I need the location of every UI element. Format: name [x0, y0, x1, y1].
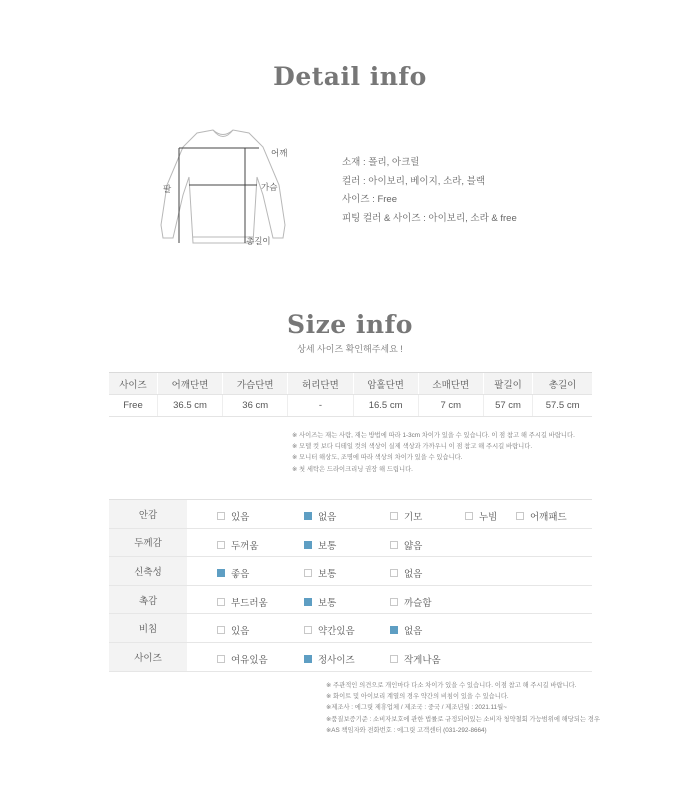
fit-row-stretch [109, 557, 592, 586]
shoulder-label: 어깨 [271, 148, 288, 158]
table-row [109, 395, 592, 417]
fit-option-label: 까슬함 [404, 597, 432, 609]
header-waist: 허리단면 [288, 373, 353, 395]
fit-option[interactable] [465, 509, 497, 523]
fit-option[interactable] [217, 652, 268, 666]
fit-option-label: 있음 [231, 512, 250, 523]
fit-option-label: 없음 [318, 512, 337, 523]
detail-info-title: Detail info [273, 62, 427, 91]
cell-size: Free [109, 395, 157, 417]
fit-row-size [109, 642, 592, 671]
checkbox-icon [516, 512, 524, 520]
fit-option[interactable] [217, 509, 249, 523]
spec-size: 사이즈 : Free [342, 194, 397, 205]
fit-row-sheerness [109, 614, 592, 643]
fit-note: ※제조사 : 에그릿 제휴업체 / 제조국 : 중국 / 제조년월 : 2021.11월~ [326, 704, 507, 712]
checkbox-icon [390, 569, 398, 577]
fit-option[interactable] [304, 509, 336, 523]
checkbox-icon [465, 512, 473, 520]
size-note: ※ 모니터 해상도, 조명에 따라 색상의 차이가 있을 수 있습니다. [292, 454, 463, 462]
header-sleeve-width: 소매단면 [418, 373, 483, 395]
fit-option-label: 어깨패드 [530, 512, 567, 523]
fit-option-label: 여유있음 [231, 654, 268, 666]
fit-option[interactable] [217, 595, 268, 609]
fit-option-label: 보통 [318, 597, 337, 609]
fit-option[interactable] [390, 652, 441, 666]
spec-material: 소재 : 폴리, 아크릴 [342, 157, 420, 168]
fit-option[interactable] [304, 623, 355, 637]
header-shoulder: 어깨단면 [157, 373, 222, 395]
checkbox-icon [217, 626, 225, 634]
fit-row-label: 촉감 [109, 585, 187, 614]
fit-option-label: 보통 [318, 540, 337, 552]
fit-option-label: 없음 [404, 626, 423, 638]
checkbox-icon [217, 655, 225, 663]
fit-option[interactable] [390, 566, 422, 580]
fit-option-label: 정사이즈 [318, 654, 355, 666]
fit-option-label: 두꺼움 [231, 540, 259, 552]
fit-option[interactable] [304, 566, 336, 580]
fit-row-label: 안감 [109, 500, 187, 529]
garment-measure-diagram [155, 125, 295, 255]
cell-waist: - [288, 395, 353, 417]
size-table-header [109, 373, 592, 395]
header-size: 사이즈 [109, 373, 157, 395]
fit-row-lining [109, 500, 592, 529]
cell-arm-length: 57 cm [483, 395, 532, 417]
fit-option-label: 보통 [318, 569, 337, 581]
checkbox-icon [217, 598, 225, 606]
cell-sleeve-width: 7 cm [418, 395, 483, 417]
fit-option[interactable] [217, 538, 259, 552]
fit-option-label: 누빔 [479, 512, 498, 523]
header-armhole: 암홀단면 [353, 373, 418, 395]
checkbox-icon [304, 626, 312, 634]
fit-note: ※ 화이트 및 아이보리 계열의 경우 약간의 비침이 있을 수 있습니다. [326, 693, 509, 701]
checkbox-icon [390, 598, 398, 606]
fit-row-label: 사이즈 [109, 642, 187, 671]
checkbox-checked-icon [304, 655, 312, 663]
product-spec-list [342, 154, 517, 228]
fit-note: ※AS 책임자와 전화번호 : 에그릿 고객센터 (031-292-8664) [326, 726, 487, 734]
fit-option[interactable] [304, 595, 336, 609]
fit-option-label: 작게나옴 [404, 654, 441, 666]
fit-option-label: 얇음 [404, 540, 423, 552]
header-arm-length: 팔길이 [483, 373, 532, 395]
fit-option[interactable] [304, 652, 355, 666]
header-total-length: 총길이 [533, 373, 592, 395]
fit-option[interactable] [304, 538, 336, 552]
fit-option-label: 기모 [404, 512, 423, 523]
fit-option[interactable] [390, 538, 422, 552]
fit-option[interactable] [217, 566, 249, 580]
fit-option-label: 없음 [404, 569, 423, 581]
fit-option[interactable] [516, 509, 567, 523]
fit-option-label: 있음 [231, 626, 250, 638]
cell-total-length: 57.5 cm [533, 395, 592, 417]
checkbox-icon [390, 541, 398, 549]
fit-option[interactable] [390, 595, 432, 609]
cell-shoulder: 36.5 cm [157, 395, 222, 417]
fit-option-label: 부드러움 [231, 597, 268, 609]
spec-fitting: 피팅 컬러 & 사이즈 : 아이보리, 소라 & free [342, 212, 517, 224]
checkbox-checked-icon [304, 541, 312, 549]
header-chest: 가슴단면 [223, 373, 288, 395]
checkbox-icon [217, 541, 225, 549]
chest-label: 가슴 [261, 182, 278, 192]
checkbox-icon [304, 569, 312, 577]
size-table [109, 372, 592, 417]
fit-option-label: 좋음 [231, 569, 250, 581]
size-info-title: Size info [287, 310, 413, 339]
size-notes [292, 430, 575, 475]
fit-note: ※품질보증기준 : 소비자보호에 관한 법률로 규정되어있는 소비자 청약철회 가능범위에 해당되는 경우 [326, 715, 600, 723]
fit-option[interactable] [390, 509, 422, 523]
fit-option-label: 약간있음 [318, 626, 355, 638]
size-note: ※ 사이즈는 재는 사람, 재는 방법에 따라 1-3cm 차이가 있을 수 있습니다. 이 점 참고 해 주시길 바랍니다. [292, 432, 575, 439]
checkbox-checked-icon [304, 598, 312, 606]
fit-row-thickness [109, 528, 592, 557]
fit-note: ※ 주관적인 의견으로 개인마다 다소 차이가 있을 수 있습니다. 이점 참고 해 주시길 바랍니다. [326, 682, 577, 689]
fit-option[interactable] [390, 623, 422, 637]
fit-row-label: 비침 [109, 614, 187, 643]
cell-armhole: 16.5 cm [353, 395, 418, 417]
spec-color: 컬러 : 아이보리, 베이지, 소라, 블랙 [342, 175, 486, 187]
fit-table [109, 499, 592, 672]
cell-chest: 36 cm [223, 395, 288, 417]
checkbox-checked-icon [390, 626, 398, 634]
size-note: ※ 첫 세탁은 드라이크리닝 권장 해 드립니다. [292, 465, 413, 473]
sleeve-label: 팔 [163, 184, 172, 194]
checkbox-icon [217, 512, 225, 520]
length-label: 총길이 [246, 236, 271, 246]
fit-row-label: 신축성 [109, 557, 187, 586]
size-note: ※ 모델 컷 보다 디테일 컷의 색상이 실제 색상과 가까우니 이 점 참고 해 주시길 바랍니다. [292, 443, 533, 451]
size-info-subtitle: 상세 사이즈 확인해주세요 ! [297, 344, 403, 354]
checkbox-icon [390, 512, 398, 520]
checkbox-icon [390, 655, 398, 663]
fit-row-touch [109, 585, 592, 614]
checkbox-checked-icon [217, 569, 225, 577]
fit-notes [326, 680, 600, 736]
fit-option[interactable] [217, 623, 249, 637]
checkbox-checked-icon [304, 512, 312, 520]
fit-row-label: 두께감 [109, 528, 187, 557]
